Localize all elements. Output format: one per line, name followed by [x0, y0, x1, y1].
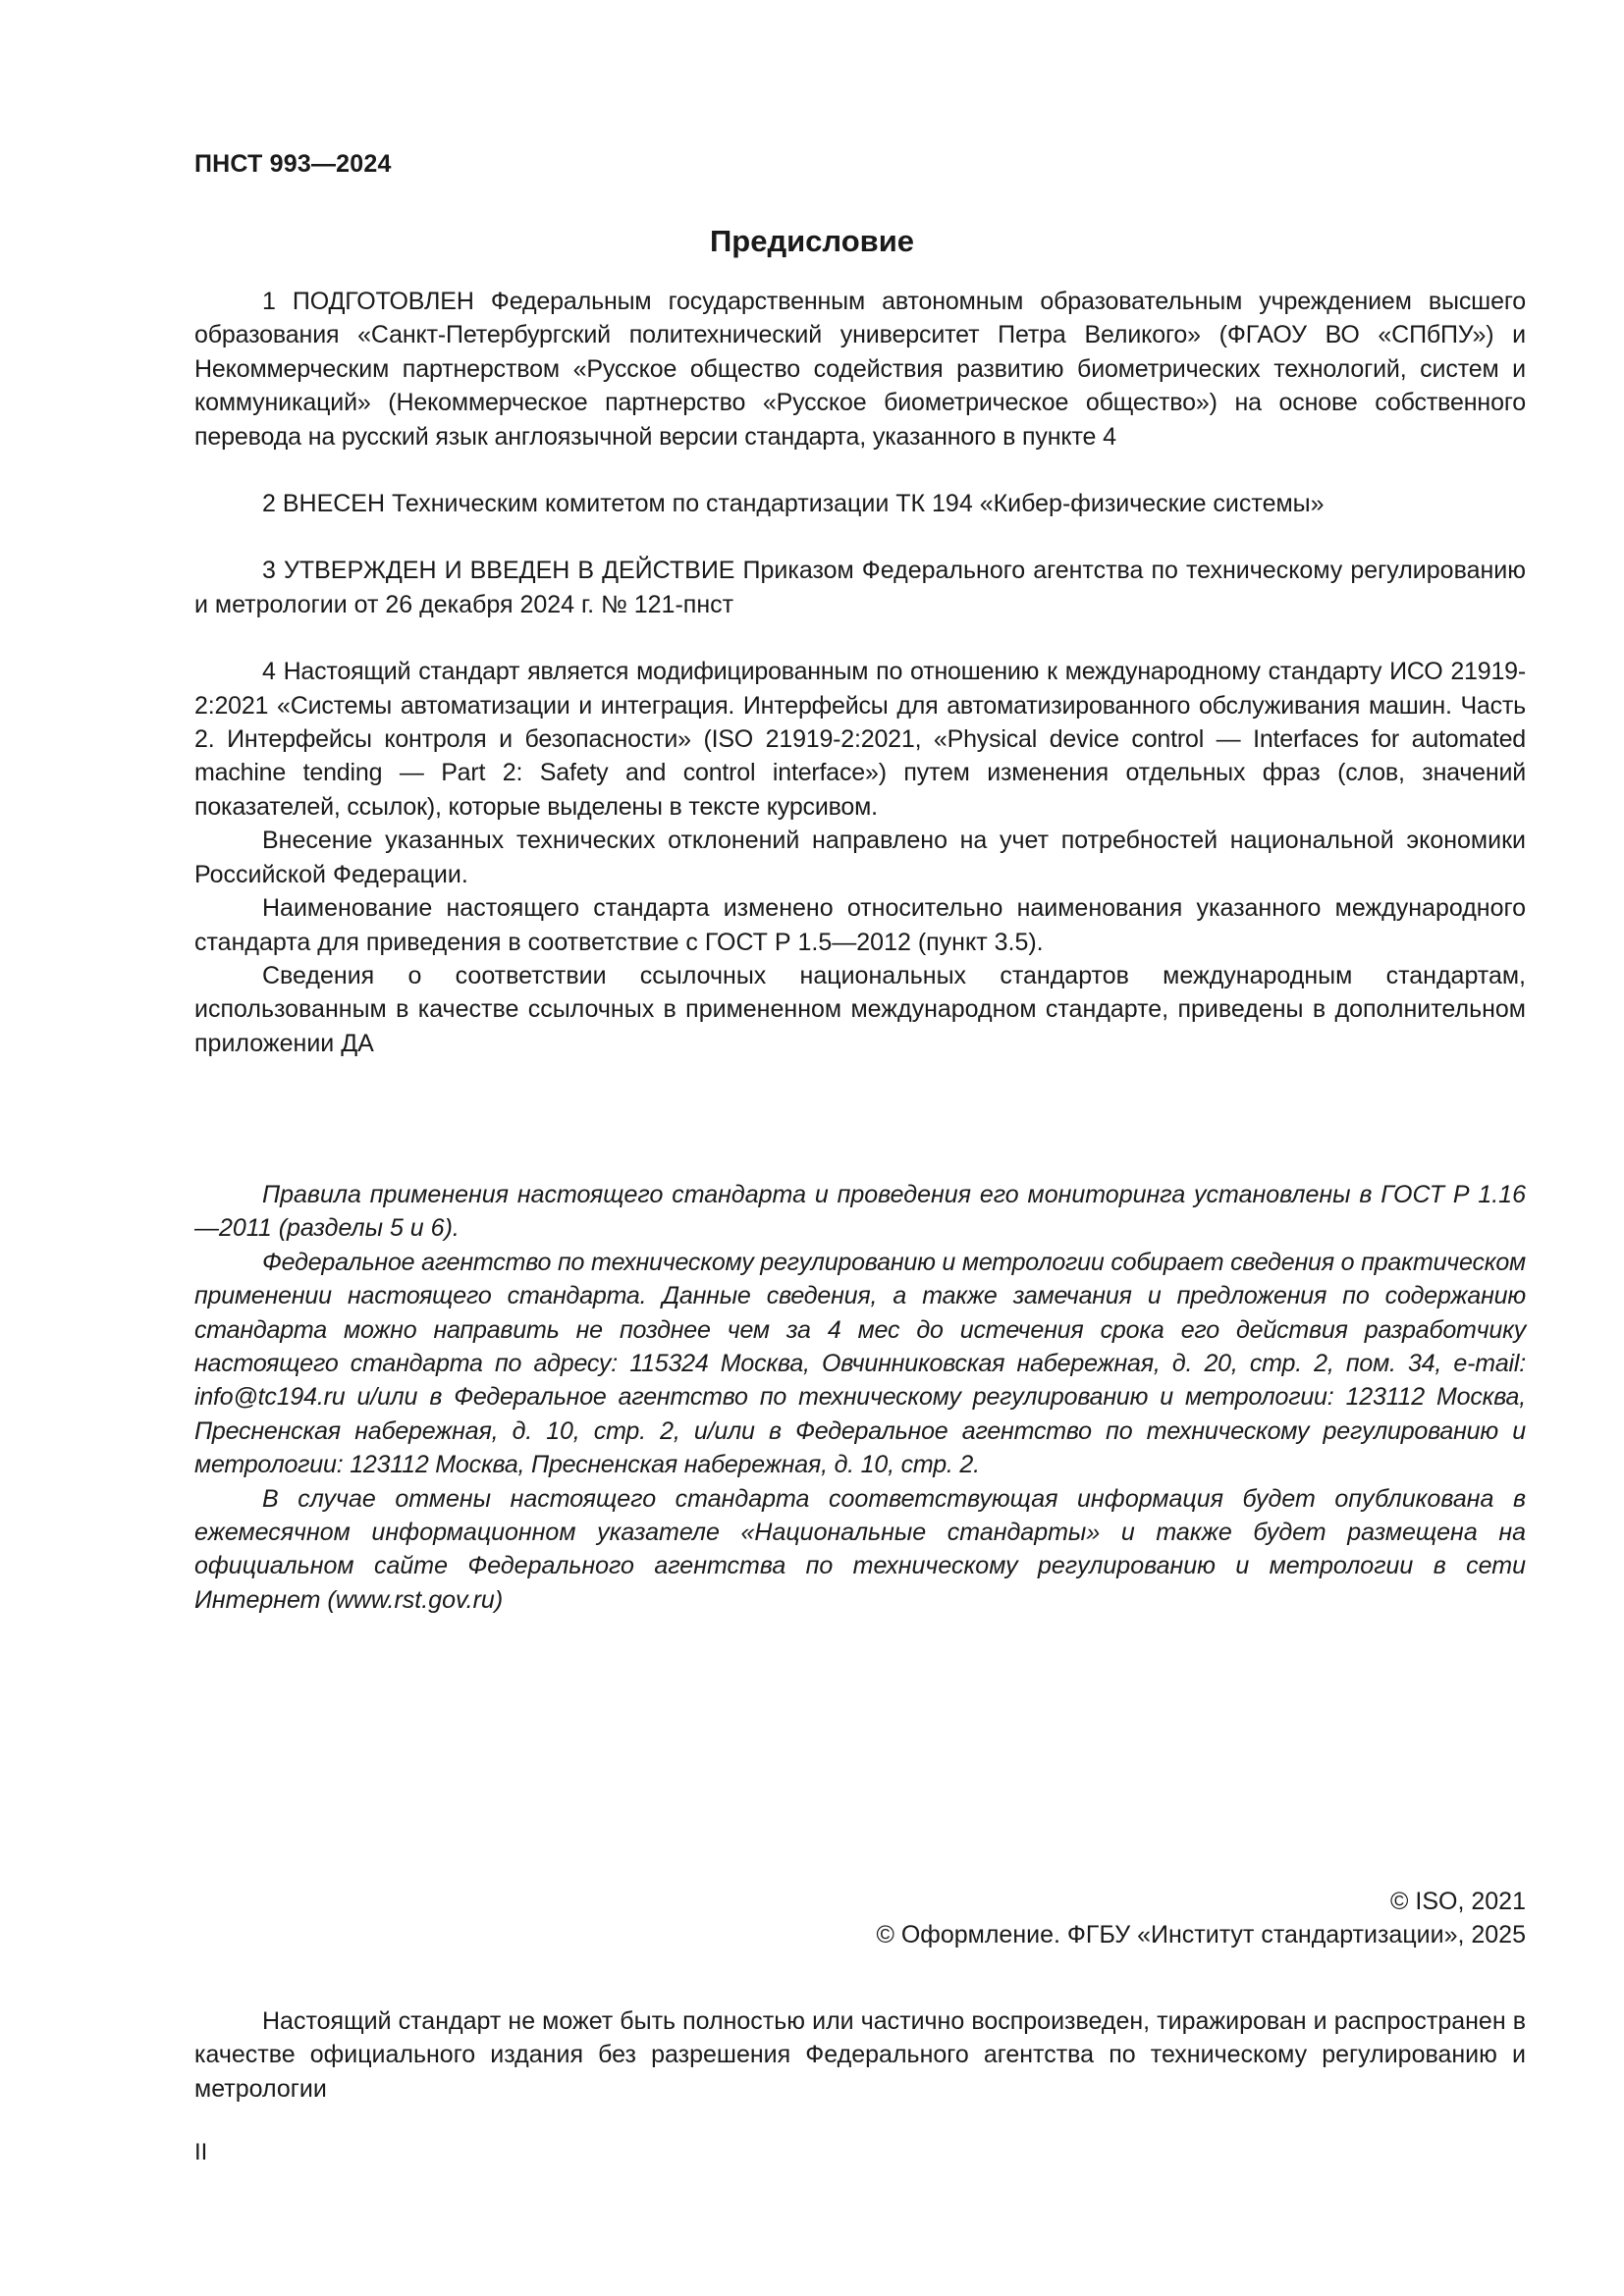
- usage-rules-notice: Правила применения настоящего стандарта и проведения его мониторинга установлены в ГОСТ Р 1.16—2011 (разделы 5 и 6).: [194, 1181, 1526, 1243]
- preface-section: [194, 285, 1526, 1060]
- preface-item-3: 3 УТВЕРЖДЕН И ВВЕДЕН В ДЕЙСТВИЕ Приказом Федерального агентства по техническому регулированию и метрологии от 26 декабря 2024 г. № 121-пнст: [194, 557, 1526, 618]
- copyright-design: © Оформление. ФГБУ «Институт стандартизации», 2025: [876, 1921, 1526, 1949]
- preface-item-2: 2 ВНЕСЕН Техническим комитетом по стандартизации ТК 194 «Кибер-физические системы»: [262, 490, 1325, 518]
- document-code: ПНСТ 993—2024: [194, 150, 392, 178]
- preface-item-4-references: Сведения о соответствии ссылочных национальных стандартов международным стандартам, использованным в качестве ссылочных в примененном международном стандарте, приведены в дополнительном приложении ДА: [194, 961, 1526, 1057]
- copyright-iso: © ISO, 2021: [1390, 1888, 1526, 1915]
- copyright-block: [876, 1885, 1526, 1952]
- preface-item-4-deviations: Внесение указанных технических отклонений направлено на учет потребностей национальной экономики Российской Федерации.: [194, 827, 1526, 888]
- page-number: II: [194, 2139, 208, 2165]
- usage-notice-section: [194, 1178, 1526, 1617]
- preface-item-1: 1 ПОДГОТОВЛЕН Федеральным государственным автономным образовательным учреждением высшего образования «Санкт-Петербургский политехнический университет Петра Великого» (ФГАОУ ВО «СПбПУ») и Некоммерческим партнерством «Русское общество содействия развитию биометрических технологий, систем и коммуникаций» (Некоммерческое партнерство «Русское биометрическое общество») на основе собственного перевода на русский язык англоязычной версии стандарта, указанного в пункте 4: [194, 288, 1526, 451]
- cancellation-notice: В случае отмены настоящего стандарта соответствующая информация будет опубликована в ежемесячном информационном указателе «Национальные стандарты» и также будет размещена на официальном сайте Федерального агентства по техническому регулированию и метрологии в сети Интернет (www.rst.gov.ru): [194, 1484, 1526, 1614]
- reproduction-notice: Настоящий стандарт не может быть полностью или частично воспроизведен, тиражирован и распространен в качестве официального издания без разрешения Федерального агентства по техническому регулированию и метрологии: [194, 2007, 1526, 2103]
- preface-item-4-name-change: Наименование настоящего стандарта изменено относительно наименования указанного международного стандарта для приведения в соответствие с ГОСТ Р 1.5—2012 (пункт 3.5).: [194, 894, 1526, 956]
- preface-item-4: 4 Настоящий стандарт является модифицированным по отношению к международному стандарту ИСО 21919-2:2021 «Системы автоматизации и интеграция. Интерфейсы для автоматизированного обслуживания машин. Часть 2. Интерфейсы контроля и безопасности» (ISO 21919-2:2021, «Physical device control — Interfaces for automated machine tending — Part 2: Safety and control interface») путем изменения отдельных фраз (слов, значений показателей, ссылок), которые выделены в тексте курсивом.: [194, 658, 1526, 821]
- reproduction-notice-section: [194, 2004, 1526, 2106]
- feedback-notice: Федеральное агентство по техническому регулированию и метрологии собирает сведения о практическом применении настоящего стандарта. Данные сведения, а также замечания и предложения по содержанию стандарта можно направить не позднее чем за 4 мес до истечения срока его действия разработчику настоящего стандарта по адресу: 115324 Москва, Овчинниковская набережная, д. 20, стр. 2, пом. 34, e-mail: info@tc194.ru и/или в Федеральное агентство по техническому регулированию и метрологии: 123112 Москва, Пресненская набережная, д. 10, стр. 2, и/или в Федеральное агентство по техническому регулированию и метрологии: 123112 Москва, Пресненская набережная, д. 10, стр. 2.: [194, 1248, 1526, 1479]
- page-title: Предисловие: [709, 224, 914, 258]
